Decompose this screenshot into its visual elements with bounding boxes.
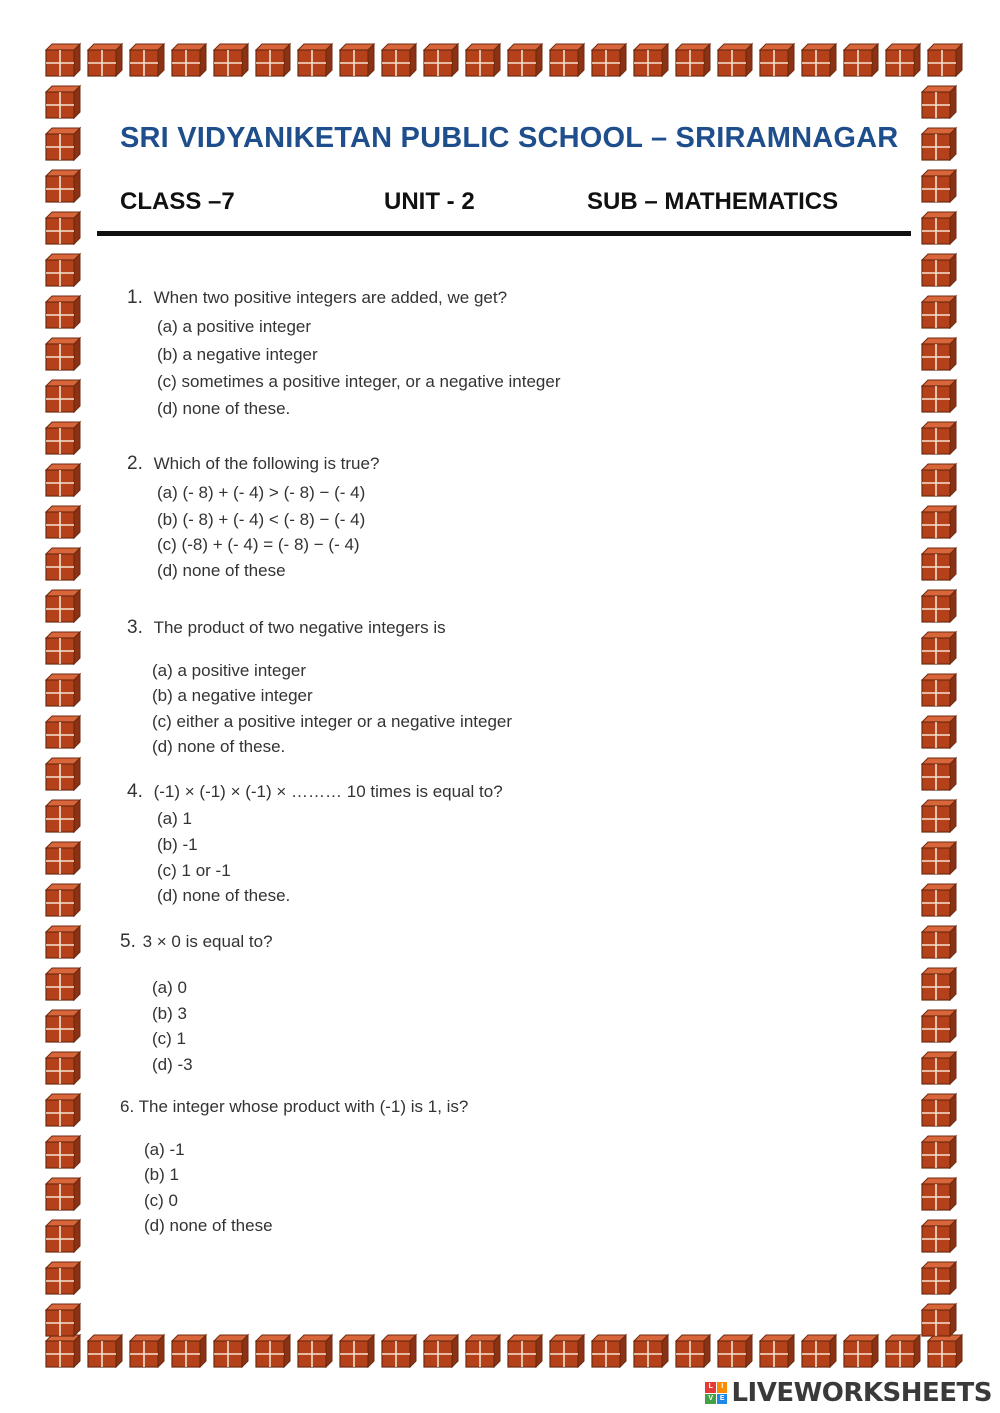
brick-icon	[922, 674, 956, 706]
brick-icon	[922, 1178, 956, 1210]
brick-icon	[46, 86, 80, 118]
brick-icon	[46, 380, 80, 412]
option: (c) (-8) + (- 4) = (- 8) − (- 4)	[157, 535, 360, 554]
brick-icon	[46, 548, 80, 580]
brick-icon	[718, 1335, 752, 1367]
question-number: 4.	[127, 781, 143, 802]
brick-icon	[298, 1335, 332, 1367]
brick-icon	[802, 1335, 836, 1367]
brick-icon	[46, 254, 80, 286]
school-title: SRI VIDYANIKETAN PUBLIC SCHOOL – SRIRAMNAGAR	[120, 122, 899, 154]
brick-icon	[340, 1335, 374, 1367]
brick-icon	[46, 170, 80, 202]
option: (d) none of these.	[157, 886, 291, 905]
brick-icon	[46, 716, 80, 748]
brick-icon	[592, 1335, 626, 1367]
brick-icon	[46, 1335, 80, 1367]
brick-icon	[46, 44, 80, 76]
brick-icon	[922, 1136, 956, 1168]
brick-icon	[46, 926, 80, 958]
brick-icon	[466, 44, 500, 76]
brick-icon	[760, 1335, 794, 1367]
question-4	[127, 781, 503, 803]
class-label: CLASS –7	[120, 188, 235, 215]
brick-icon	[922, 212, 956, 244]
brick-icon	[46, 1220, 80, 1252]
option: (a) (- 8) + (- 4) > (- 8) − (- 4)	[157, 483, 366, 502]
option: (b) a negative integer	[152, 686, 313, 705]
brick-icon	[550, 44, 584, 76]
question-number: 3.	[127, 617, 143, 638]
brick-icon	[256, 1335, 290, 1367]
option: (d) -3	[152, 1055, 193, 1074]
brick-icon	[46, 968, 80, 1000]
brick-icon	[46, 464, 80, 496]
brick-icon	[676, 1335, 710, 1367]
brick-icon	[802, 44, 836, 76]
logo-letter: L	[705, 1382, 716, 1393]
brick-icon	[922, 1304, 956, 1336]
brick-icon	[634, 1335, 668, 1367]
brick-icon	[46, 1136, 80, 1168]
brick-icon	[46, 1178, 80, 1210]
brick-icon	[922, 296, 956, 328]
option: (b) 1	[144, 1165, 179, 1184]
brick-icon	[922, 380, 956, 412]
option: (c) 1	[152, 1029, 186, 1048]
brick-icon	[88, 1335, 122, 1367]
brick-icon	[922, 884, 956, 916]
brick-icon	[46, 1010, 80, 1042]
brick-icon	[922, 800, 956, 832]
brick-icon	[922, 548, 956, 580]
brick-icon	[922, 1094, 956, 1126]
brick-icon	[508, 44, 542, 76]
brick-icon	[214, 1335, 248, 1367]
option: (b) a negative integer	[157, 345, 318, 364]
brick-icon	[922, 716, 956, 748]
brick-icon	[760, 44, 794, 76]
brick-icon	[922, 86, 956, 118]
question-6	[120, 1097, 468, 1117]
option: (c) either a positive integer or a negative integer	[152, 712, 513, 731]
brick-icon	[550, 1335, 584, 1367]
brick-icon	[46, 1094, 80, 1126]
option: (d) none of these	[157, 561, 286, 580]
brick-icon	[886, 44, 920, 76]
brick-icon	[844, 44, 878, 76]
option: (b) -1	[157, 835, 198, 854]
question-number: 6.	[120, 1097, 135, 1116]
option: (d) none of these.	[152, 737, 286, 756]
brick-icon	[922, 128, 956, 160]
logo-letter: V	[705, 1394, 716, 1405]
brick-icon	[46, 212, 80, 244]
brick-icon	[922, 254, 956, 286]
question-text: The product of two negative integers is	[153, 618, 446, 637]
brick-icon	[382, 44, 416, 76]
brick-icon	[928, 1335, 962, 1367]
brick-icon	[922, 632, 956, 664]
brick-icon	[844, 1335, 878, 1367]
question-2	[127, 453, 379, 475]
header-divider	[97, 231, 911, 236]
brick-icon	[46, 842, 80, 874]
option: (d) none of these	[144, 1216, 273, 1235]
brick-icon	[46, 1052, 80, 1084]
option: (a) 1	[157, 809, 192, 828]
question-3	[127, 617, 446, 639]
brick-icon	[46, 632, 80, 664]
brick-icon	[424, 1335, 458, 1367]
brick-icon	[340, 44, 374, 76]
option: (c) sometimes a positive integer, or a negative integer	[157, 372, 561, 391]
option: (a) 0	[152, 978, 187, 997]
brick-icon	[922, 464, 956, 496]
brick-icon	[424, 44, 458, 76]
question-number: 5.	[120, 931, 136, 952]
brick-icon	[922, 338, 956, 370]
brick-icon	[922, 926, 956, 958]
brick-icon	[298, 44, 332, 76]
brick-icon	[172, 44, 206, 76]
brick-icon	[928, 44, 962, 76]
brick-icon	[508, 1335, 542, 1367]
option: (c) 0	[144, 1191, 178, 1210]
brick-icon	[922, 842, 956, 874]
brick-icon	[46, 506, 80, 538]
question-text: 3 × 0 is equal to?	[142, 932, 273, 951]
brick-icon	[46, 590, 80, 622]
brick-icon	[382, 1335, 416, 1367]
brand-name: LIVEWORKSHEETS	[731, 1378, 992, 1408]
option: (b) (- 8) + (- 4) < (- 8) − (- 4)	[157, 510, 366, 529]
brick-icon	[130, 44, 164, 76]
brick-icon	[46, 338, 80, 370]
brick-icon	[46, 1304, 80, 1336]
question-number: 1.	[127, 287, 143, 308]
logo-letter: I	[717, 1382, 728, 1393]
brick-icon	[46, 884, 80, 916]
brick-icon	[922, 506, 956, 538]
brick-icon	[634, 44, 668, 76]
brick-icon	[46, 128, 80, 160]
brick-icon	[46, 758, 80, 790]
brick-icon	[922, 1010, 956, 1042]
logo-letter: E	[717, 1394, 728, 1405]
brick-icon	[922, 1262, 956, 1294]
brick-icon	[922, 1052, 956, 1084]
brick-icon	[172, 1335, 206, 1367]
question-text: Which of the following is true?	[153, 454, 380, 473]
brick-icon	[256, 44, 290, 76]
brick-icon	[922, 758, 956, 790]
brick-icon	[130, 1335, 164, 1367]
brick-icon	[718, 44, 752, 76]
question-text: The integer whose product with (-1) is 1, is?	[138, 1097, 469, 1116]
brick-icon	[46, 800, 80, 832]
brick-icon	[46, 422, 80, 454]
option: (a) -1	[144, 1140, 185, 1159]
brick-icon	[922, 422, 956, 454]
brick-icon	[88, 44, 122, 76]
brick-icon	[922, 968, 956, 1000]
liveworksheets-icon	[705, 1382, 727, 1404]
unit-label: UNIT - 2	[384, 188, 475, 215]
subject-label: SUB – MATHEMATICS	[587, 188, 839, 215]
question-number: 2.	[127, 453, 143, 474]
brick-icon	[46, 296, 80, 328]
option: (a) a positive integer	[152, 661, 307, 680]
brick-icon	[46, 1262, 80, 1294]
brick-icon	[922, 590, 956, 622]
question-text: (-1) × (-1) × (-1) × ……… 10 times is equal to?	[153, 782, 503, 801]
option: (d) none of these.	[157, 399, 291, 418]
brick-icon	[46, 674, 80, 706]
question-1	[127, 287, 507, 309]
brick-icon	[214, 44, 248, 76]
option: (c) 1 or -1	[157, 861, 231, 880]
question-5	[120, 931, 273, 953]
brick-icon	[466, 1335, 500, 1367]
question-text: When two positive integers are added, we get?	[153, 288, 508, 307]
option: (a) a positive integer	[157, 317, 312, 336]
brick-icon	[592, 44, 626, 76]
liveworksheets-logo[interactable]	[705, 1377, 992, 1409]
brick-icon	[922, 1220, 956, 1252]
option: (b) 3	[152, 1004, 187, 1023]
brick-icon	[922, 170, 956, 202]
brick-icon	[886, 1335, 920, 1367]
brick-icon	[676, 44, 710, 76]
